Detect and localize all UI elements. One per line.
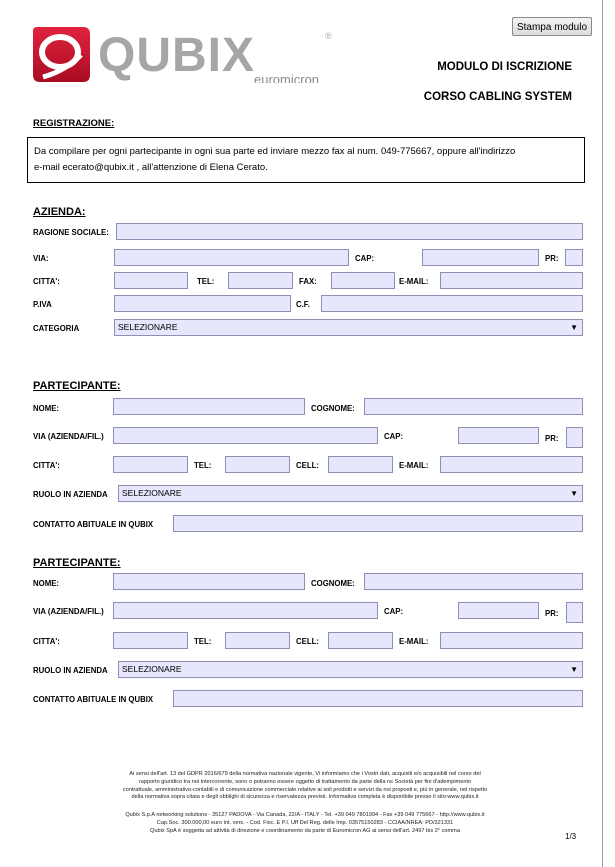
logo-wordmark: QUBIX — [98, 29, 256, 82]
company-phone-label: TEL: — [197, 277, 215, 286]
participant-1-phone-field[interactable] — [225, 456, 290, 473]
participant-2-cap-label: CAP: — [384, 607, 404, 616]
participant-2-phone-field[interactable] — [225, 632, 290, 649]
company-footer-line-1: Qubix S.p.A networking solutions - 35127 PADOVA - Via Canada, 22/A - ITALY - Tel. +39 049 7801994 - Fax +39 049 775667 - http://www.qubix.it — [125, 812, 485, 818]
company-address-label: VIA: — [33, 254, 49, 263]
participant-2-surname-field[interactable] — [364, 573, 583, 590]
registration-heading: REGISTRAZIONE: — [33, 118, 115, 129]
participant-2-city-label: CITTA': — [33, 637, 60, 646]
participant-1-contact-label: CONTATTO ABITUALE IN QUBIX — [33, 520, 154, 529]
participant-2-address-field[interactable] — [113, 602, 378, 619]
company-province-field[interactable] — [565, 249, 583, 266]
participant-2-address-label: VIA (AZIENDA/FIL.) — [33, 607, 104, 616]
participant-1-mobile-label: CELL: — [296, 461, 319, 470]
participant-1-cap-field[interactable] — [458, 427, 539, 444]
print-form-button[interactable]: Stampa modulo — [512, 17, 592, 36]
company-fax-label: FAX: — [299, 277, 317, 286]
form-title: MODULO DI ISCRIZIONE — [437, 61, 572, 73]
company-heading: AZIENDA: — [33, 206, 86, 218]
participant-2-province-field[interactable] — [566, 602, 583, 623]
company-fiscal-code-field[interactable] — [321, 295, 583, 312]
participant-1-province-field[interactable] — [566, 427, 583, 448]
participant-2-name-field[interactable] — [113, 573, 305, 590]
participant-2-city-field[interactable] — [113, 632, 188, 649]
participant-2-heading: PARTECIPANTE: — [33, 557, 121, 569]
participant-1-contact-field[interactable] — [173, 515, 583, 532]
company-fax-field[interactable] — [331, 272, 395, 289]
participant-2-phone-label: TEL: — [194, 637, 212, 646]
privacy-line-2: rapporto giuridico tra noi intercorrente, sono o potranno essere oggetto di trattamento da parte della ns Società per fini d'adempimento — [138, 778, 472, 785]
company-category-select[interactable] — [114, 319, 583, 336]
form-subtitle: CORSO CABLING SYSTEM — [423, 91, 572, 103]
registered-mark: ® — [325, 31, 332, 41]
company-cap-field[interactable] — [422, 249, 539, 266]
company-footer — [30, 812, 580, 835]
company-city-field[interactable] — [114, 272, 188, 289]
participant-1-name-label: NOME: — [33, 404, 59, 413]
company-name-field[interactable] — [116, 223, 583, 240]
chevron-down-icon: ▼ — [570, 665, 578, 674]
logo-sub: euromicron — [254, 72, 320, 83]
participant-2-contact-label: CONTATTO ABITUALE IN QUBIX — [33, 695, 154, 704]
participant-2-surname-label: COGNOME: — [311, 579, 355, 588]
company-footer-line-2: Cap.Soc. 300.000,00 euro int. vers. - Cod. Fisc. E P.I. Uff Del Reg. delle Imp. 03575150283 - CCIAA/NREA: PD/321331 — [156, 819, 454, 826]
company-fiscal-code-label: C.F. — [296, 300, 310, 309]
company-vat-label: P.IVA — [33, 300, 52, 309]
participant-1-province-label: PR: — [545, 434, 559, 443]
participant-2-role-value: SELEZIONARE — [122, 664, 182, 674]
company-vat-field[interactable] — [114, 295, 291, 312]
company-phone-field[interactable] — [228, 272, 293, 289]
company-footer-line-3: Qubix SpA è soggetta ad attività di direzione e coordinamento da parte di Euromicron AG ai sensi dell'art. 2497 bis 2° comma — [150, 827, 460, 834]
participant-2-name-label: NOME: — [33, 579, 59, 588]
privacy-line-4: della normativa sopra citata e degli obblighi di sicurezza e riservatezza previsti. Informativa completa è disponibile presso il sito:www.qubix.it — [131, 794, 479, 801]
qubix-logo-graphic — [33, 27, 343, 83]
participant-1-mobile-field[interactable] — [328, 456, 393, 473]
participant-1-city-field[interactable] — [113, 456, 188, 473]
privacy-line-3: contrattuale, amministrativo-contabili e di comunicazione commerciale relative ai soli prodotti e servizi da noi proposti e, più in generale, nel rispetto — [122, 786, 488, 793]
participant-1-address-label: VIA (AZIENDA/FIL.) — [33, 432, 104, 441]
privacy-line-1: Ai sensi dell'art. 13 del GDPR 2016/679 della normativa nazionale vigente, Vi informiamo che i Vostri dati, acquisiti e/o acquisibili nel corso del — [129, 771, 481, 777]
registration-line-1: Da compilare per ogni partecipante in ogni sua parte ed inviare mezzo fax al num. 049-775667, oppure all'indirizzo — [34, 146, 516, 157]
participant-1-address-field[interactable] — [113, 427, 378, 444]
chevron-down-icon: ▼ — [570, 323, 578, 332]
participant-1-surname-label: COGNOME: — [311, 404, 355, 413]
chevron-down-icon: ▼ — [570, 489, 578, 498]
company-address-field[interactable] — [114, 249, 349, 266]
participant-1-email-field[interactable] — [440, 456, 583, 473]
company-name-label: RAGIONE SOCIALE: — [33, 228, 109, 237]
company-province-label: PR: — [545, 254, 559, 263]
qubix-logo — [33, 27, 343, 88]
participant-1-city-label: CITTA': — [33, 461, 60, 470]
participant-2-cap-field[interactable] — [458, 602, 539, 619]
page-number: 1/3 — [565, 832, 577, 841]
company-cap-label: CAP: — [355, 254, 375, 263]
participant-1-heading: PARTECIPANTE: — [33, 380, 121, 392]
participant-1-name-field[interactable] — [113, 398, 305, 415]
participant-1-role-label: RUOLO IN AZIENDA — [33, 490, 108, 499]
registration-notice — [27, 137, 585, 183]
participant-2-role-label: RUOLO IN AZIENDA — [33, 666, 108, 675]
participant-2-mobile-field[interactable] — [328, 632, 393, 649]
company-email-label: E-MAIL: — [399, 277, 429, 286]
company-city-label: CITTA': — [33, 277, 60, 286]
participant-1-email-label: E-MAIL: — [399, 461, 429, 470]
company-category-value: SELEZIONARE — [118, 322, 178, 332]
participant-2-contact-field[interactable] — [173, 690, 583, 707]
privacy-notice — [30, 771, 580, 802]
participant-1-phone-label: TEL: — [194, 461, 212, 470]
registration-line-2: e-mail ecerato@qubix.it , all'attenzione di Elena Cerato. — [34, 162, 268, 173]
company-email-field[interactable] — [440, 272, 583, 289]
participant-1-cap-label: CAP: — [384, 432, 404, 441]
participant-2-email-label: E-MAIL: — [399, 637, 429, 646]
participant-2-email-field[interactable] — [440, 632, 583, 649]
participant-2-role-select[interactable] — [118, 661, 583, 678]
participant-1-role-select[interactable] — [118, 485, 583, 502]
participant-1-surname-field[interactable] — [364, 398, 583, 415]
participant-1-role-value: SELEZIONARE — [122, 488, 182, 498]
participant-2-province-label: PR: — [545, 609, 559, 618]
participant-2-mobile-label: CELL: — [296, 637, 319, 646]
company-category-label: CATEGORIA — [33, 324, 80, 333]
